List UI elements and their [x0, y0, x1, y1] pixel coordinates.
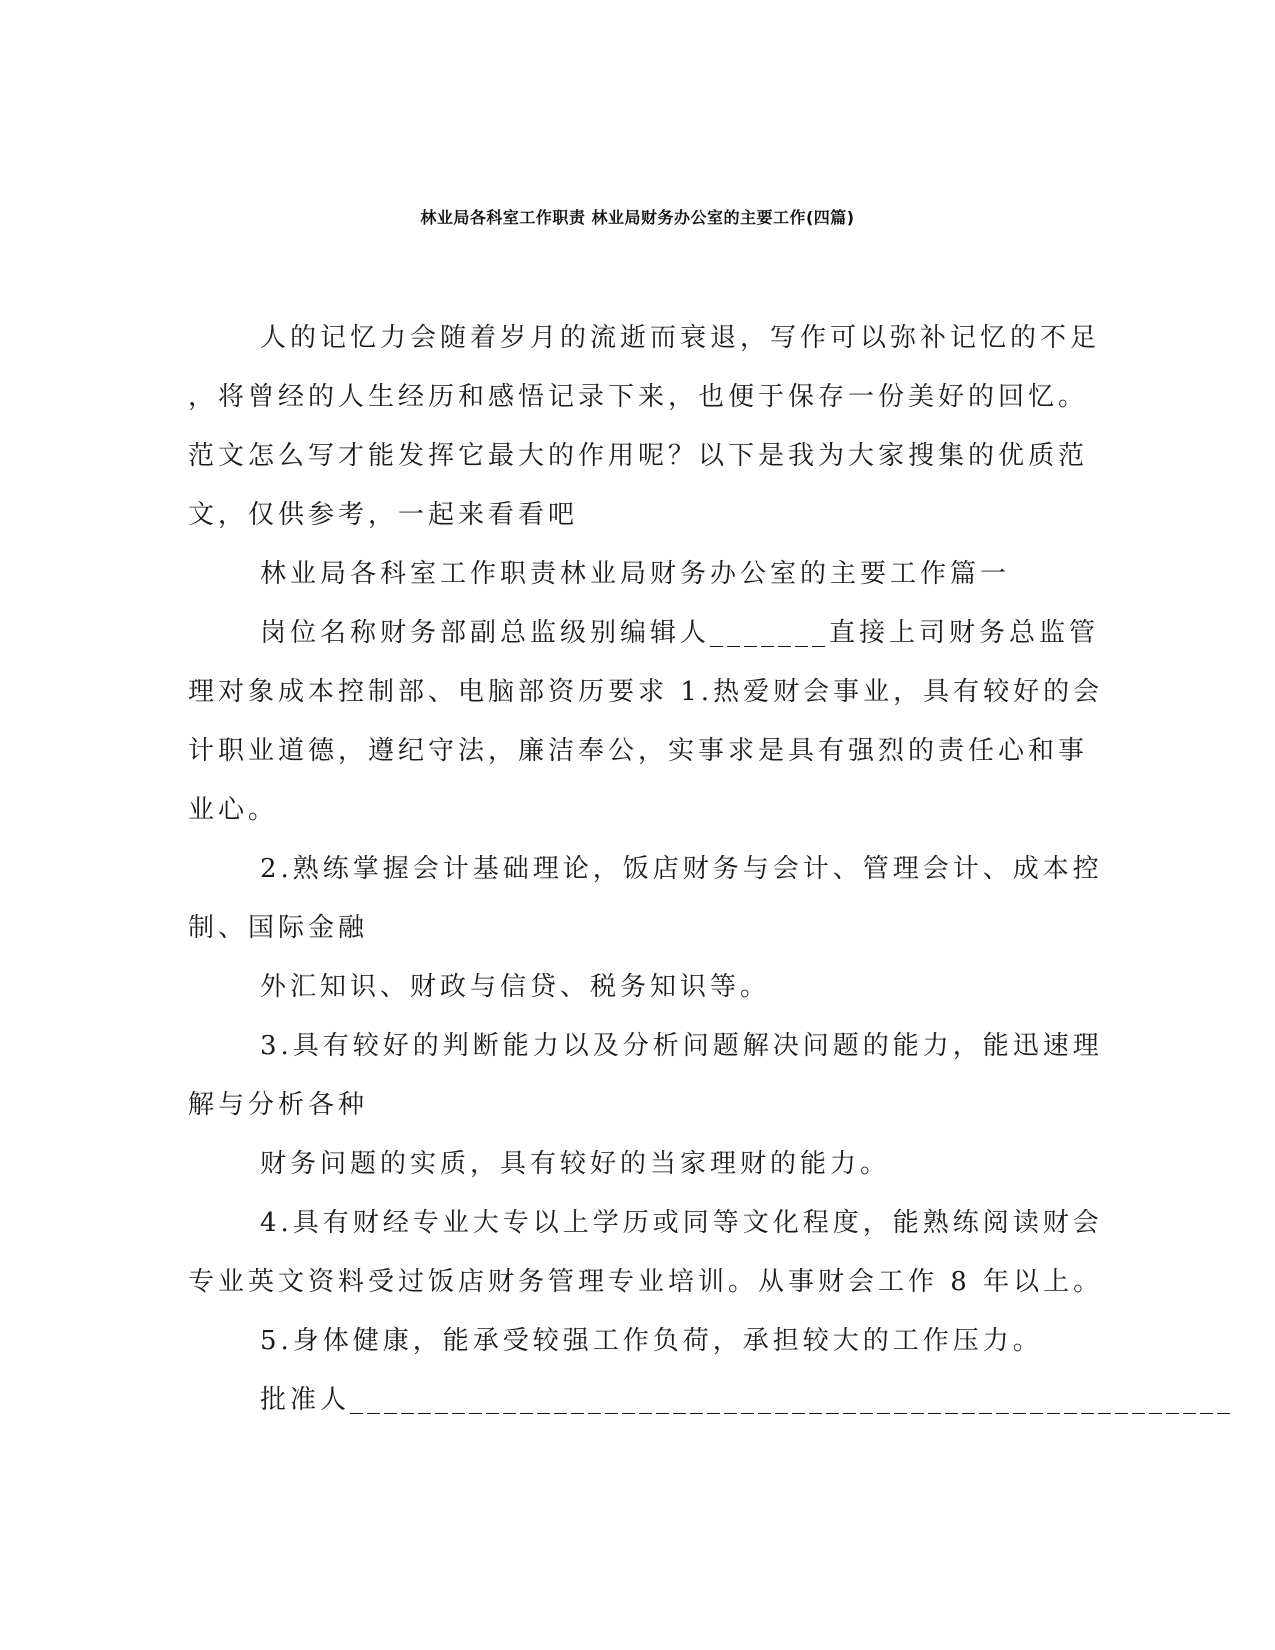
paragraph-line: 财务问题的实质，具有较好的当家理财的能力。	[260, 1149, 891, 1179]
paragraph-line: 人的记忆力会随着岁月的流逝而衰退，写作可以弥补记忆的不足	[260, 323, 1101, 353]
document-title: 林业局各科室工作职责 林业局财务办公室的主要工作(四篇)	[420, 208, 855, 227]
paragraph-line: 岗位名称财务部副总监级别编辑人_______直接上司财务总监管	[260, 618, 1100, 648]
paragraph-line: 理对象成本控制部、电脑部资历要求 1.热爱财会事业，具有较好的会	[188, 677, 1104, 707]
paragraph-line: 解与分析各种	[188, 1090, 369, 1120]
section-heading: 林业局各科室工作职责林业局财务办公室的主要工作篇一	[260, 559, 1011, 589]
approver-line: 批准人____________________________________________________	[260, 1385, 1235, 1415]
paragraph-line: 2.熟练掌握会计基础理论，饭店财务与会计、管理会计、成本控	[260, 854, 1103, 884]
paragraph-line: 5.身体健康，能承受较强工作负荷，承担较大的工作压力。	[260, 1326, 1043, 1356]
paragraph-line: 计职业道德，遵纪守法，廉洁奉公，实事求是具有强烈的责任心和事	[188, 736, 1089, 766]
paragraph-line: 文，仅供参考，一起来看看吧	[188, 500, 579, 530]
paragraph-line: ，将曾经的人生经历和感悟记录下来，也便于保存一份美好的回忆。	[188, 382, 1089, 412]
paragraph-line: 业心。	[188, 795, 279, 825]
paragraph-line: 外汇知识、财政与信贷、税务知识等。	[260, 972, 771, 1002]
paragraph-line: 4.具有财经专业大专以上学历或同等文化程度，能熟练阅读财会	[260, 1208, 1103, 1238]
paragraph-line: 专业英文资料受过饭店财务管理专业培训。从事财会工作 8 年以上。	[188, 1267, 1104, 1297]
paragraph-line: 制、国际金融	[188, 913, 369, 943]
paragraph-line: 3.具有较好的判断能力以及分析问题解决问题的能力，能迅速理	[260, 1031, 1103, 1061]
paragraph-line: 范文怎么写才能发挥它最大的作用呢？以下是我为大家搜集的优质范	[188, 441, 1089, 471]
